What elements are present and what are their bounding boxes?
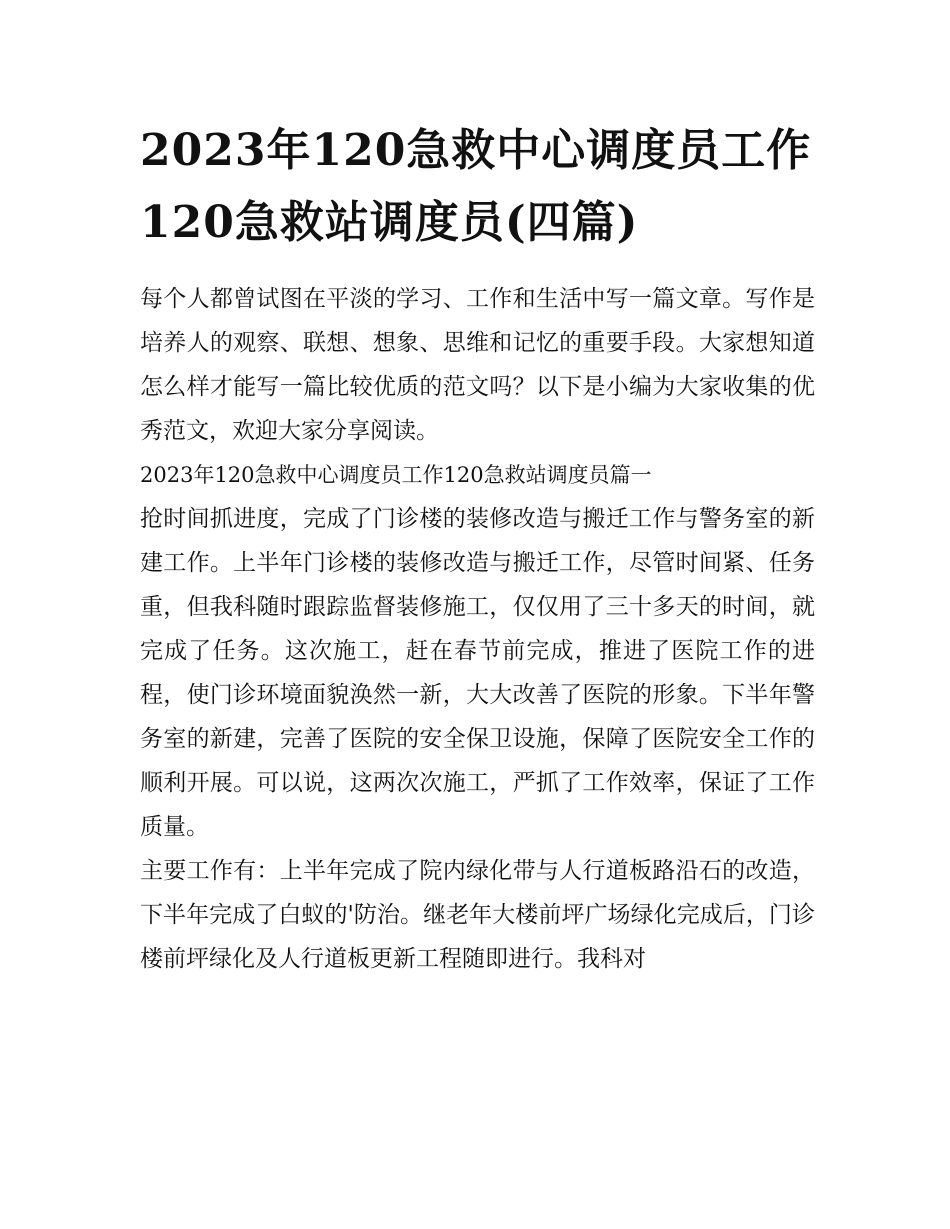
- document-title: 2023年120急救中心调度员工作120急救站调度员(四篇): [140, 125, 812, 248]
- intro-paragraph: 每个人都曾试图在平淡的学习、工作和生活中写一篇文章。写作是培养人的观察、联想、想象、思维和记忆的重要手段。大家想知道怎么样才能写一篇比较优质的范文吗？以下是小编为大家收集的优秀范文，欢迎大家分享阅读。: [140, 286, 815, 444]
- title-spacer: [140, 259, 815, 277]
- body-paragraph: 抢时间抓进度，完成了门诊楼的装修改造与搬迁工作与警务室的新建工作。上半年门诊楼的装修改造与搬迁工作，尽管时间紧、任务重，但我科随时跟踪监督装修施工，仅仅用了三十多天的时间，就完成了任务。这次施工，赶在春节前完成，推进了医院工作的进程，使门诊环境面貌涣然一新，大大改善了医院的形象。下半年警务室的新建，完善了医院的安全保卫设施，保障了医院安全工作的顺利开展。可以说，这两次次施工，严抓了工作效率，保证了工作质量。: [140, 506, 815, 840]
- section-heading: 2023年120急救中心调度员工作120急救站调度员篇一: [140, 463, 652, 487]
- document-body: [140, 115, 815, 981]
- body-paragraph: 主要工作有：上半年完成了院内绿化带与人行道板路沿石的改造，下半年完成了白蚁的'防治。继老年大楼前坪广场绿化完成后，门诊楼前坪绿化及人行道板更新工程随即进行。我科对: [140, 858, 815, 972]
